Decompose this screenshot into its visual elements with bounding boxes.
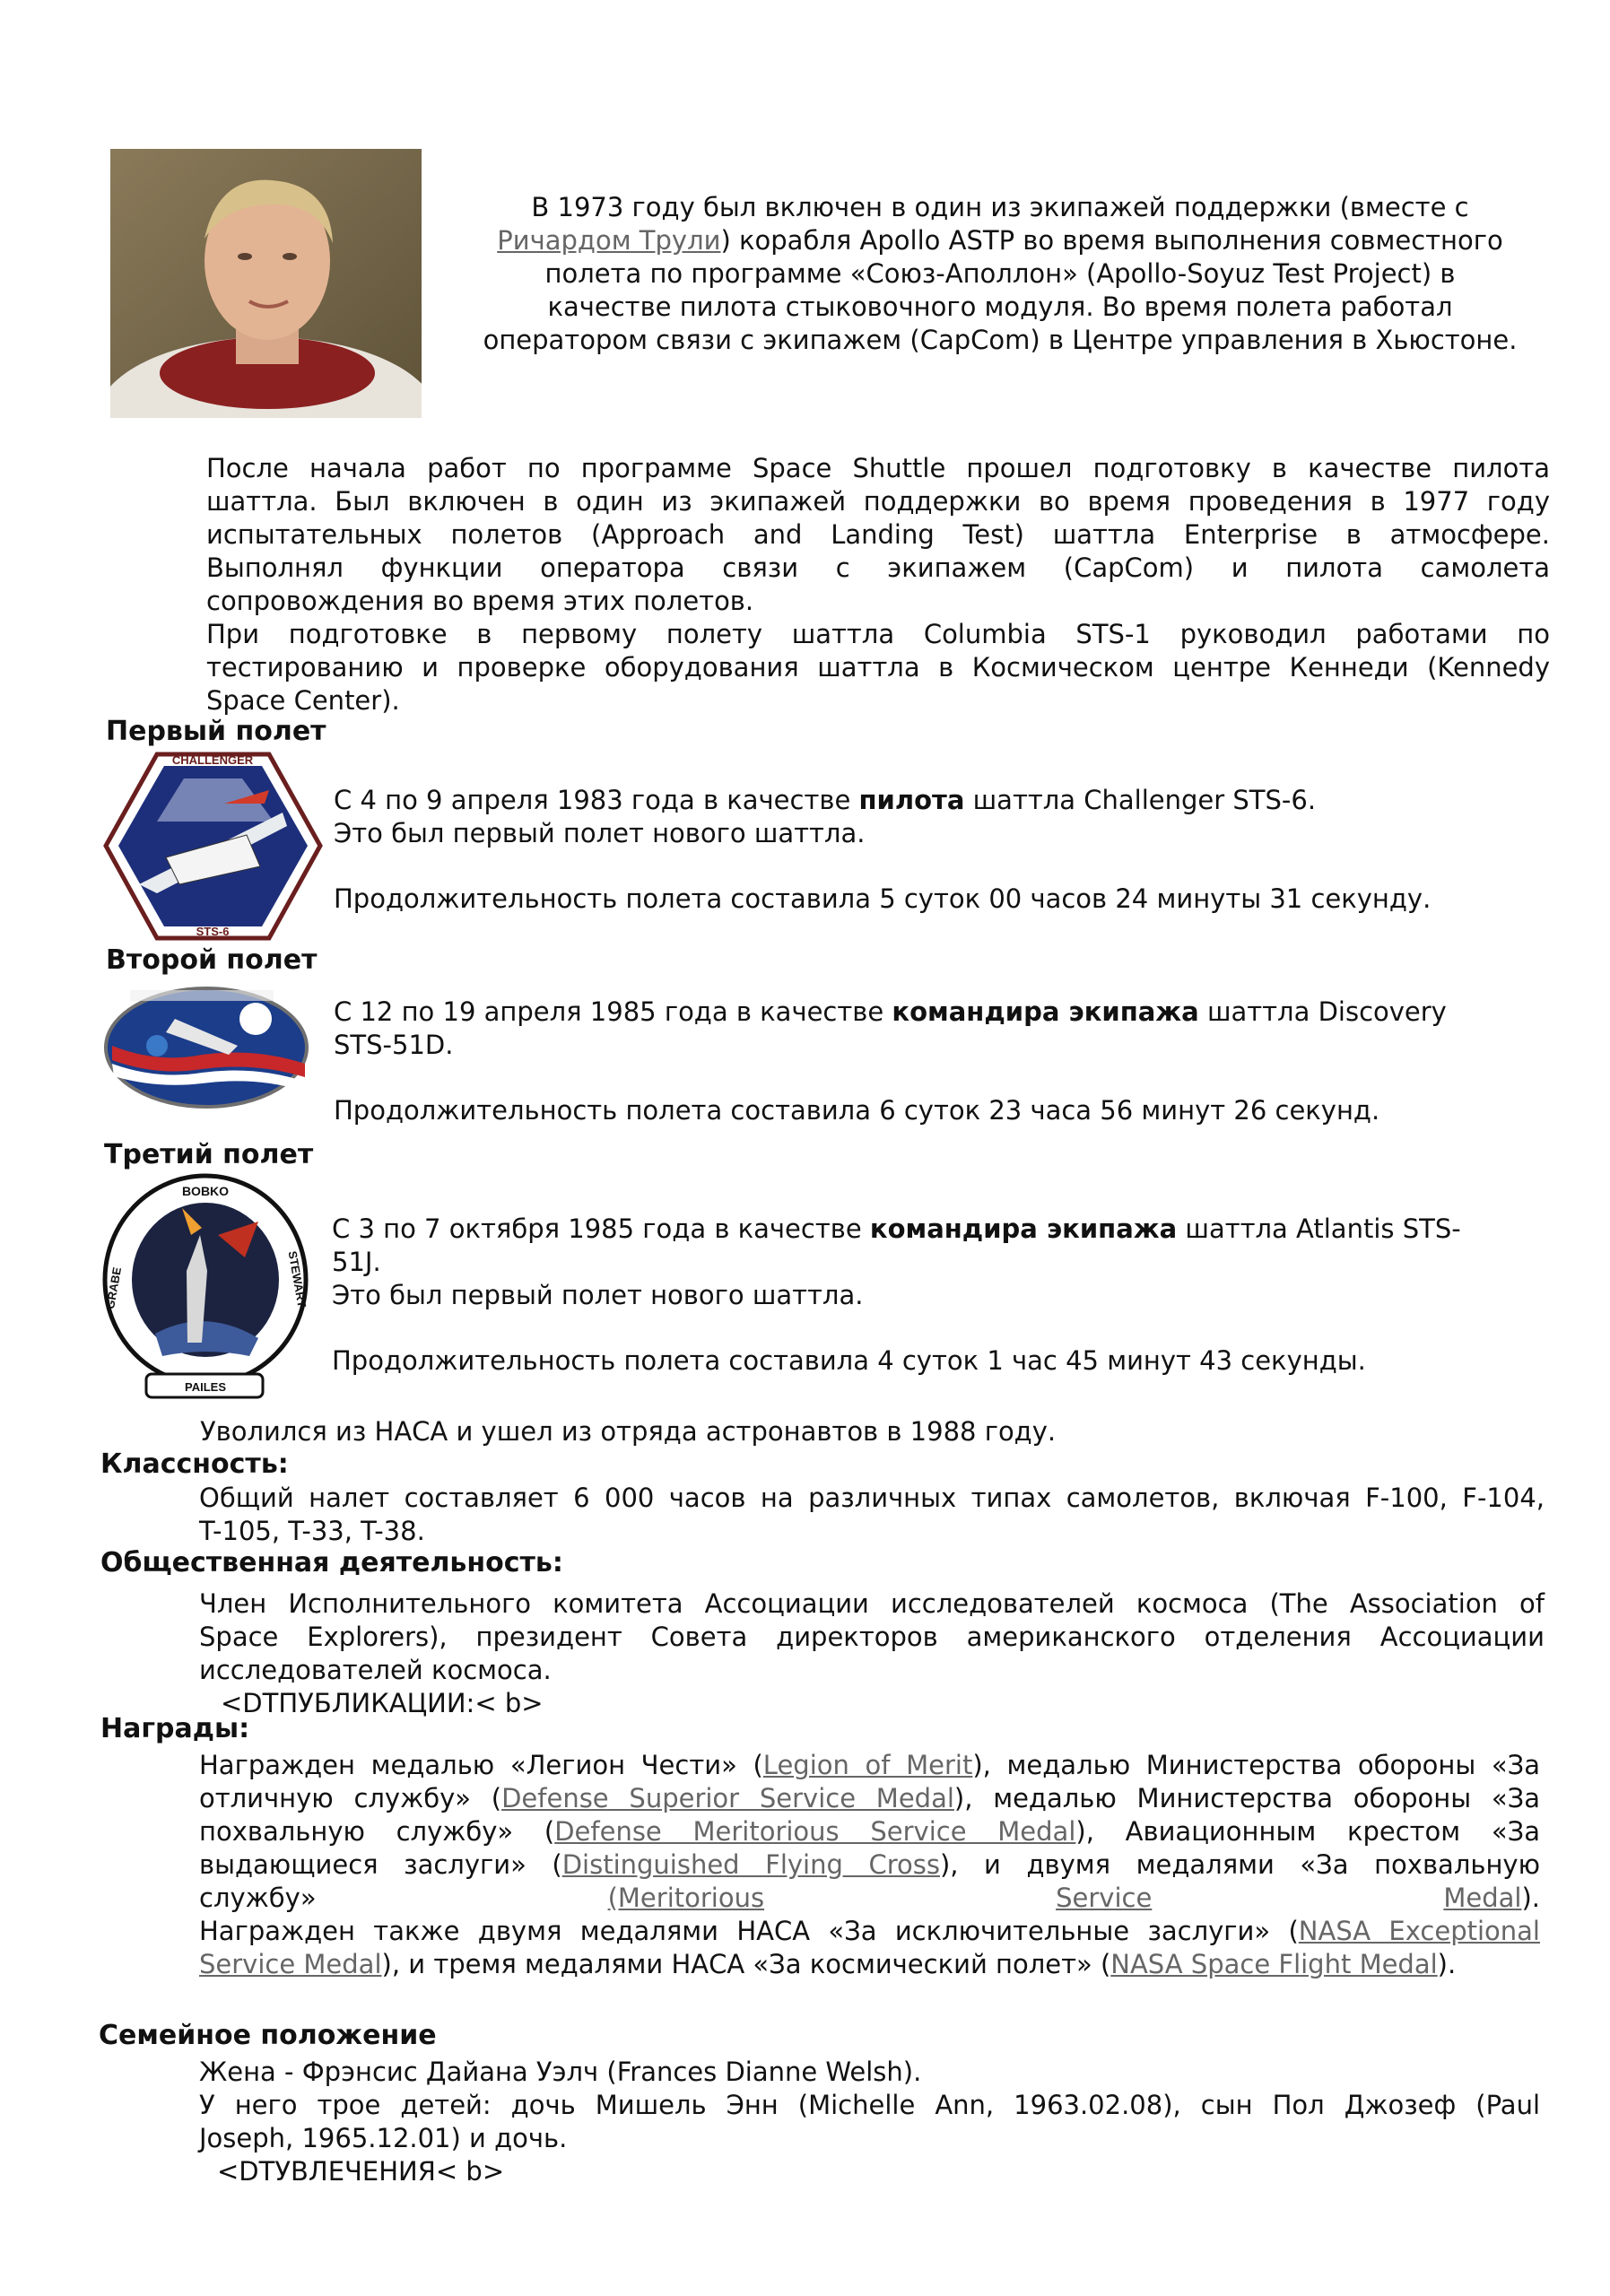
sts51d-patch xyxy=(103,983,314,1109)
intro-paragraph xyxy=(431,191,1570,357)
distinguished-flying-cross-link[interactable]: Distinguished Flying Cross xyxy=(561,1849,940,1880)
awards-line: Service Medal), и тремя медалями НАСА «За космический полет» (NASA Space Flight Medal). xyxy=(199,1949,1457,1979)
public-heading: Общественная деятельность: xyxy=(100,1547,563,1578)
sts51j-patch-top: BOBKO xyxy=(181,1184,230,1198)
shuttle-line: тестированию и проверке оборудования шаттла в Космическом центре Кеннеди (Kennedy xyxy=(206,652,1550,683)
flight3-heading: Третий полет xyxy=(104,1139,314,1170)
awards-line: похвальную службу» (Defense Meritorious Service Medal), Авиационным крестом «За xyxy=(199,1816,1540,1847)
meritorious-service-link-2[interactable]: Service xyxy=(1056,1883,1153,1913)
flight3-line: Это был первый полет нового шаттла. xyxy=(332,1280,864,1310)
family-line: У него трое детей: дочь Мишель Энн (Michelle Ann, 1963.02.08), сын Пол Джозеф (Paul xyxy=(199,2090,1540,2120)
flight1-heading: Первый полет xyxy=(106,716,326,747)
awards-line: службу» (Meritorious Service Medal). xyxy=(199,1883,1540,1913)
sts51j-patch-bottom: PAILES xyxy=(185,1380,226,1394)
public-line: исследователей космоса. xyxy=(199,1655,552,1685)
shuttle-line: испытательных полетов (Approach and Landing Test) шаттла Enterprise в атмосфере. xyxy=(206,519,1550,550)
family-tag: <DTУВЛЕЧЕНИЯ< b> xyxy=(217,2156,505,2187)
class-line: T-105, T-33, T-38. xyxy=(199,1516,425,1546)
shuttle-line: После начала работ по программе Space Shuttle прошел подготовку в качестве пилота xyxy=(206,453,1550,483)
flight2-line: STS-51D. xyxy=(334,1030,454,1060)
sts51j-patch xyxy=(101,1172,309,1401)
shuttle-paragraph xyxy=(206,452,1550,718)
shuttle-line: сопровождения во время этих полетов. xyxy=(206,586,754,616)
sts6-patch xyxy=(103,750,323,943)
intro-line: оператором связи с экипажем (CapCom) в Центре управления в Хьюстоне. xyxy=(483,325,1518,355)
flight1-text xyxy=(334,784,1571,916)
nasa-exceptional-link[interactable]: NASA Exceptional xyxy=(1298,1916,1540,1946)
sts51j-patch-right: STEWART xyxy=(285,1249,309,1309)
awards-heading: Награды: xyxy=(100,1713,250,1744)
shuttle-line: шаттла. Был включен в один из экипажей поддержки во время проведения в 1977 году xyxy=(206,486,1550,517)
sts6-patch-bottom: STS-6 xyxy=(196,925,230,938)
family-line: Жена - Фрэнсис Дайана Уэлч (Frances Dianne Welsh). xyxy=(199,2057,922,2087)
meritorious-service-link-3[interactable]: Medal xyxy=(1443,1883,1522,1913)
defense-meritorious-link[interactable]: Defense Meritorious Service Medal xyxy=(554,1816,1076,1847)
family-line: Joseph, 1965.12.01) и дочь. xyxy=(199,2123,568,2153)
intro-line: В 1973 году был включен в один из экипажей поддержки (вместе с xyxy=(531,192,1469,222)
flight2-text xyxy=(334,996,1571,1127)
awards-line: выдающиеся заслуги» (Distinguished Flying Cross), и двумя медалями «За похвальную xyxy=(199,1849,1540,1880)
sts51j-patch-left: GRABE xyxy=(103,1265,125,1310)
public-line: Space Explorers), президент Совета директоров американского отделения Ассоциации xyxy=(199,1622,1545,1652)
flight3-text xyxy=(332,1213,1525,1378)
intro-line: полета по программе «Союз-Аполлон» (Apollo-Soyuz Test Project) в xyxy=(544,258,1456,289)
nasa-exceptional-link-2[interactable]: Service Medal xyxy=(199,1949,382,1979)
public-tag: <DTПУБЛИКАЦИИ:< b> xyxy=(221,1688,544,1718)
class-heading: Классность: xyxy=(100,1448,289,1480)
public-text xyxy=(199,1587,1545,1720)
flight2-duration: Продолжительность полета составила 6 суток 23 часа 56 минут 26 секунд. xyxy=(334,1095,1380,1126)
truly-link[interactable]: Ричардом Трули xyxy=(497,225,721,256)
retired-line: Уволился из НАСА и ушел из отряда астронавтов в 1988 году. xyxy=(200,1416,1057,1447)
shuttle-line: При подготовке в первому полету шаттла Columbia STS-1 руководил работами по xyxy=(206,619,1550,649)
flight1-line: С 4 по 9 апреля 1983 года в качестве пилота шаттла Challenger STS-6. xyxy=(334,785,1317,815)
flight3-duration: Продолжительность полета составила 4 суток 1 час 45 минут 43 секунды. xyxy=(332,1345,1366,1376)
shuttle-line: Выполнял функции оператора связи с экипажем (CapCom) и пилота самолета xyxy=(206,552,1550,583)
awards-line: Награжден также двумя медалями НАСА «За исключительные заслуги» (NASA Exceptional xyxy=(199,1916,1540,1946)
family-text xyxy=(199,2056,1540,2188)
shuttle-line: Space Center). xyxy=(206,685,400,716)
flight3-line: 51J. xyxy=(332,1247,381,1277)
flight2-line: С 12 по 19 апреля 1985 года в качестве командира экипажа шаттла Discovery xyxy=(334,996,1447,1027)
meritorious-service-link-1[interactable]: (Meritorious xyxy=(607,1883,765,1913)
awards-line: отличную службу» (Defense Superior Service Medal), медалью Министерства обороны «За xyxy=(199,1783,1541,1813)
flight1-line: Это был первый полет нового шаттла. xyxy=(334,818,866,848)
flight1-duration: Продолжительность полета составила 5 суток 00 часов 24 минуты 31 секунду. xyxy=(334,883,1432,914)
flight3-line: С 3 по 7 октября 1985 года в качестве командира экипажа шаттла Atlantis STS- xyxy=(332,1213,1461,1244)
family-heading: Семейное положение xyxy=(99,2020,437,2051)
legion-of-merit-link[interactable]: Legion of Merit xyxy=(762,1750,973,1780)
sts6-patch-top: CHALLENGER xyxy=(171,753,254,767)
intro-line: Ричардом Трули) корабля Apollo ASTP во время выполнения совместного xyxy=(497,225,1503,256)
class-line: Общий налет составляет 6 000 часов на различных типах самолетов, включая F-100, F-104, xyxy=(199,1483,1545,1513)
intro-line: качестве пилота стыковочного модуля. Во время полета работал xyxy=(547,291,1453,322)
awards-text xyxy=(199,1749,1540,1981)
defense-superior-link[interactable]: Defense Superior Service Medal xyxy=(501,1783,954,1813)
flight2-heading: Второй полет xyxy=(106,944,318,976)
class-text xyxy=(199,1482,1545,1548)
awards-line: Награжден медалью «Легион Чести» (Legion of Merit), медалью Министерства обороны «За xyxy=(199,1750,1540,1780)
nasa-space-flight-link[interactable]: NASA Space Flight Medal xyxy=(1110,1949,1438,1979)
public-line: Член Исполнительного комитета Ассоциации исследователей космоса (The Association of xyxy=(199,1588,1545,1619)
astronaut-portrait xyxy=(110,149,422,418)
